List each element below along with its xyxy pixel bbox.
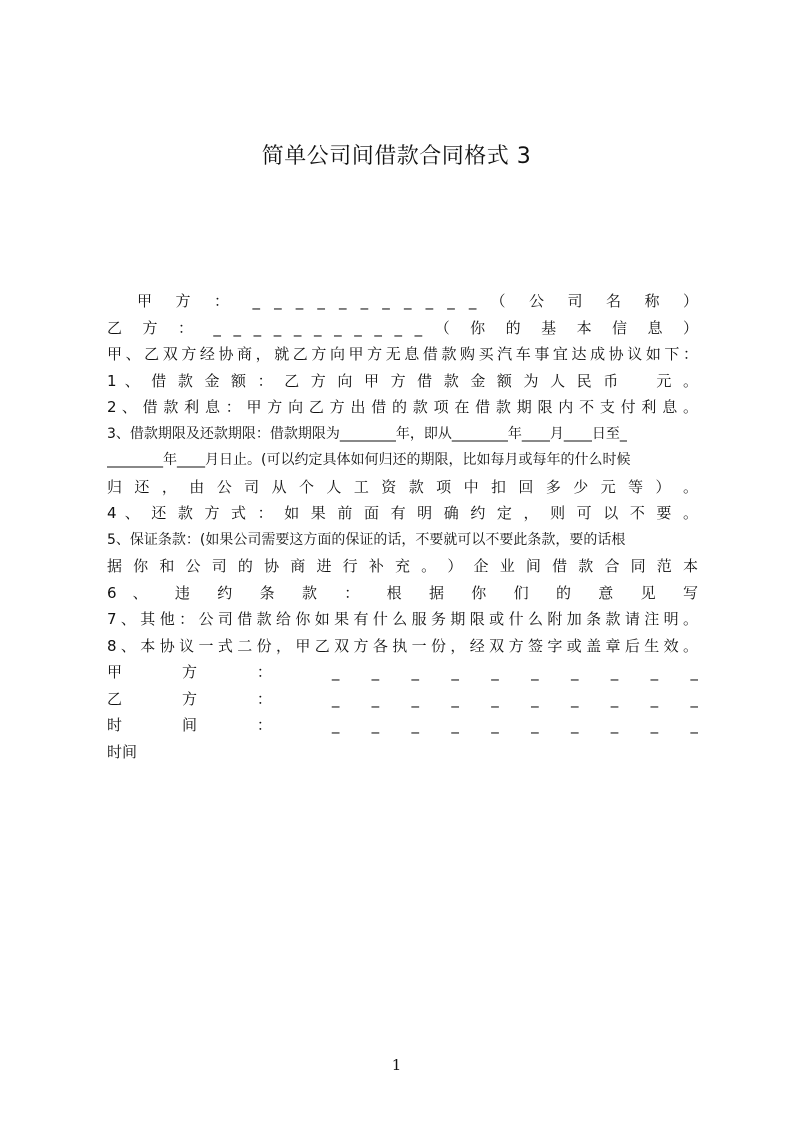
clause-6-breach: 6 、 违 约 条 款 ： 根 据 你 们 的 意 见 写: [107, 583, 698, 602]
clause-2-interest: 2 、 借 款 利 息 ： 甲 方 向 乙 方 出 借 的 款 项 在 借 款 期 限 内 不 支 付 利 息 。: [107, 398, 698, 416]
document-title: 简单公司间借款合同格式 3: [261, 144, 532, 169]
clause-8-effect: 8、本协议一式二份，甲乙双方各执一份，经双方签字或盖章后生效。: [107, 636, 698, 655]
clause-5-guarantee-line-1: 5、保证条款：(如果公司需要这方面的保证的话，不要就可以不要此条款，要的话根: [107, 531, 626, 548]
contract-body: [107, 288, 698, 765]
clause-7-other: 7、其他：公司借款给你如果有什么服务期限或什么附加条款请注明。: [107, 610, 698, 628]
agreement-intro-line: 甲、乙双方经协商，就乙方向甲方无息借款购买汽车事宜达成协议如下：: [107, 345, 698, 363]
clause-4-repayment: 4 、 还 款 方 式 ： 如 果 前 面 有 明 确 约 定 ， 则 可 以 不 要 。: [107, 504, 698, 522]
signature-party-a: 甲 方 ： _ _ _ _ _ _ _ _ _ _: [107, 663, 698, 681]
clause-3-term-line-3: 归 还 ， 由 公 司 从 个 人 工 资 款 项 中 扣 回 多 少 元 等 ） 。: [107, 477, 698, 496]
party-a-line: 甲 方 ： _ _ _ _ _ _ _ _ _ _ _ （ 公 司 名 称 ）: [137, 292, 698, 310]
clause-5-guarantee-line-2: 据 你 和 公 司 的 协 商 进 行 补 充 。 ） 企 业 间 借 款 合 同 范 本: [107, 557, 698, 575]
page-number: 1: [391, 1056, 402, 1074]
party-b-line: 乙 方 ： _ _ _ _ _ _ _ _ _ _ _ （ 你 的 基 本 信 息 ）: [107, 318, 698, 337]
trailing-time-label: 时间: [107, 742, 138, 761]
signature-party-b: 乙 方 ： _ _ _ _ _ _ _ _ _ _: [107, 689, 698, 708]
clause-1-amount: 1 、 借 款 金 额 ： 乙 方 向 甲 方 借 款 金 额 为 人 民 币 元 。: [107, 371, 698, 390]
clause-3-term-line-1: 3、借款期限及还款期限：借款期限为________年，即从________年____月____日至_: [107, 425, 627, 442]
clause-3-term-line-2: ________年____月日止。(可以约定具体如何归还的期限，比如每月或每年的什么时候: [107, 452, 631, 468]
signature-date: 时 间 ： _ _ _ _ _ _ _ _ _ _: [107, 716, 698, 734]
